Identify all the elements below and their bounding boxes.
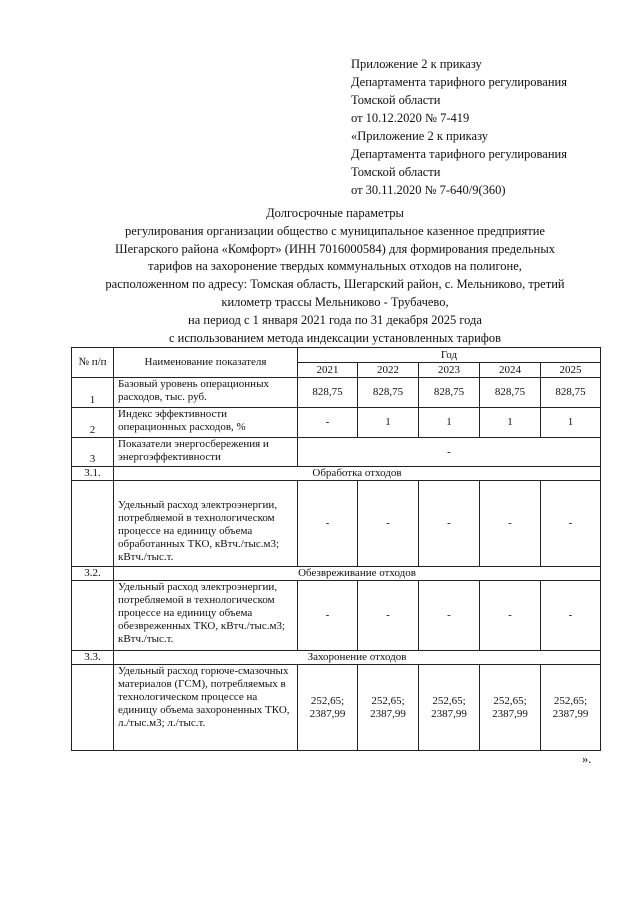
row-value: 1 — [541, 408, 601, 438]
row-value: - — [298, 481, 358, 567]
row-name: Показатели энергосбережения и энергоэффективности — [114, 438, 298, 467]
row-value: 252,65; 2387,99 — [541, 665, 601, 751]
row-value: 828,75 — [358, 378, 419, 408]
row-value: - — [480, 481, 541, 567]
title-line: километр трассы Мельниково - Трубачево, — [221, 294, 449, 309]
header-year-group: Год — [298, 348, 601, 363]
title-line: на период с 1 января 2021 года по 31 декабря 2025 года — [188, 312, 482, 327]
header-year: 2023 — [419, 363, 480, 378]
row-value: 252,65; 2387,99 — [480, 665, 541, 751]
appendix-line: Приложение 2 к приказу — [351, 57, 482, 71]
row-value: 1 — [480, 408, 541, 438]
appendix-line: от 10.12.2020 № 7-419 — [351, 111, 470, 125]
header-year: 2025 — [541, 363, 601, 378]
header-num: № п/п — [72, 348, 114, 378]
row-value: 252,65; 2387,99 — [419, 665, 480, 751]
parameters-table — [71, 347, 601, 751]
header-year: 2022 — [358, 363, 419, 378]
row-num: 1 — [72, 378, 114, 408]
row-merged-value: - — [298, 438, 601, 467]
row-value: 252,65; 2387,99 — [298, 665, 358, 751]
row-value: - — [298, 408, 358, 438]
row-value: - — [358, 581, 419, 651]
table-row — [72, 408, 601, 438]
header-name: Наименование показателя — [114, 348, 298, 378]
row-name: Удельный расход электроэнергии, потребляемой в технологическом процессе на единицу объема обработанных ТКО, кВтч./тыс.м3; кВтч./тыс.т. — [114, 481, 298, 567]
row-value: - — [541, 581, 601, 651]
table-row — [72, 438, 601, 467]
row-name: Удельный расход горюче-смазочных материалов (ГСМ), потребляемых в технологическом процессе на единицу объема захороненных ТКО, л./тыс.м3; л./тыс.т. — [114, 665, 298, 751]
row-num — [72, 581, 114, 651]
table-row — [72, 378, 601, 408]
row-value: 828,75 — [480, 378, 541, 408]
row-name: Удельный расход электроэнергии, потребляемой в технологическом процессе на единицу объема обезвреженных ТКО, кВтч./тыс.м3; кВтч./тыс.т. — [114, 581, 298, 651]
table-row — [72, 581, 601, 651]
row-value: - — [480, 581, 541, 651]
title-line: Долгосрочные параметры — [266, 206, 404, 220]
row-value: - — [419, 581, 480, 651]
section-num: 3.1. — [72, 467, 114, 481]
title-line: Шегарского района «Комфорт» (ИНН 7016000584) для формирования предельных — [115, 241, 555, 256]
section-row — [72, 651, 601, 665]
document-title — [40, 205, 630, 347]
row-value: 1 — [419, 408, 480, 438]
title-line: с использованием метода индексации установленных тарифов — [168, 330, 502, 345]
row-value: - — [358, 481, 419, 567]
row-num — [72, 481, 114, 567]
title-line: расположенном по адресу: Томская область, Шегарский район, с. Мельниково, третий — [105, 277, 565, 292]
section-row — [72, 467, 601, 481]
appendix-line: «Приложение 2 к приказу — [351, 129, 489, 143]
row-value: 828,75 — [541, 378, 601, 408]
header-year: 2021 — [298, 363, 358, 378]
section-title: Обработка отходов — [114, 467, 601, 481]
section-num: 3.2. — [72, 567, 114, 581]
row-value: - — [419, 481, 480, 567]
title-line: регулирования организации общество с муниципальное казенное предприятие — [125, 223, 545, 238]
row-value: - — [541, 481, 601, 567]
row-num — [72, 665, 114, 751]
row-name: Базовый уровень операционных расходов, тыс. руб. — [114, 378, 298, 408]
row-num: 3 — [72, 438, 114, 467]
appendix-line: Департамента тарифного регулирования — [351, 147, 567, 161]
row-name: Индекс эффективности операционных расходов, % — [114, 408, 298, 438]
appendix-line: от 30.11.2020 № 7-640/9(360) — [351, 183, 506, 197]
row-num: 2 — [72, 408, 114, 438]
title-line: тарифов на захоронение твердых коммунальных отходов на полигоне, — [148, 259, 522, 274]
header-year: 2024 — [480, 363, 541, 378]
row-value: 828,75 — [298, 378, 358, 408]
section-row — [72, 567, 601, 581]
appendix-header-current — [351, 55, 621, 127]
table-row — [72, 481, 601, 567]
row-value: 252,65; 2387,99 — [358, 665, 419, 751]
closing-quote: ». — [582, 752, 592, 766]
appendix-line: Томской области — [351, 165, 441, 179]
appendix-header-previous — [351, 127, 621, 199]
appendix-line: Томской области — [351, 93, 441, 107]
table-row — [72, 665, 601, 751]
row-value: - — [298, 581, 358, 651]
section-num: 3.3. — [72, 651, 114, 665]
appendix-line: Департамента тарифного регулирования — [351, 75, 567, 89]
header-row — [72, 348, 601, 363]
row-value: 1 — [358, 408, 419, 438]
section-title: Обезвреживание отходов — [114, 567, 601, 581]
section-title: Захоронение отходов — [114, 651, 601, 665]
row-value: 828,75 — [419, 378, 480, 408]
